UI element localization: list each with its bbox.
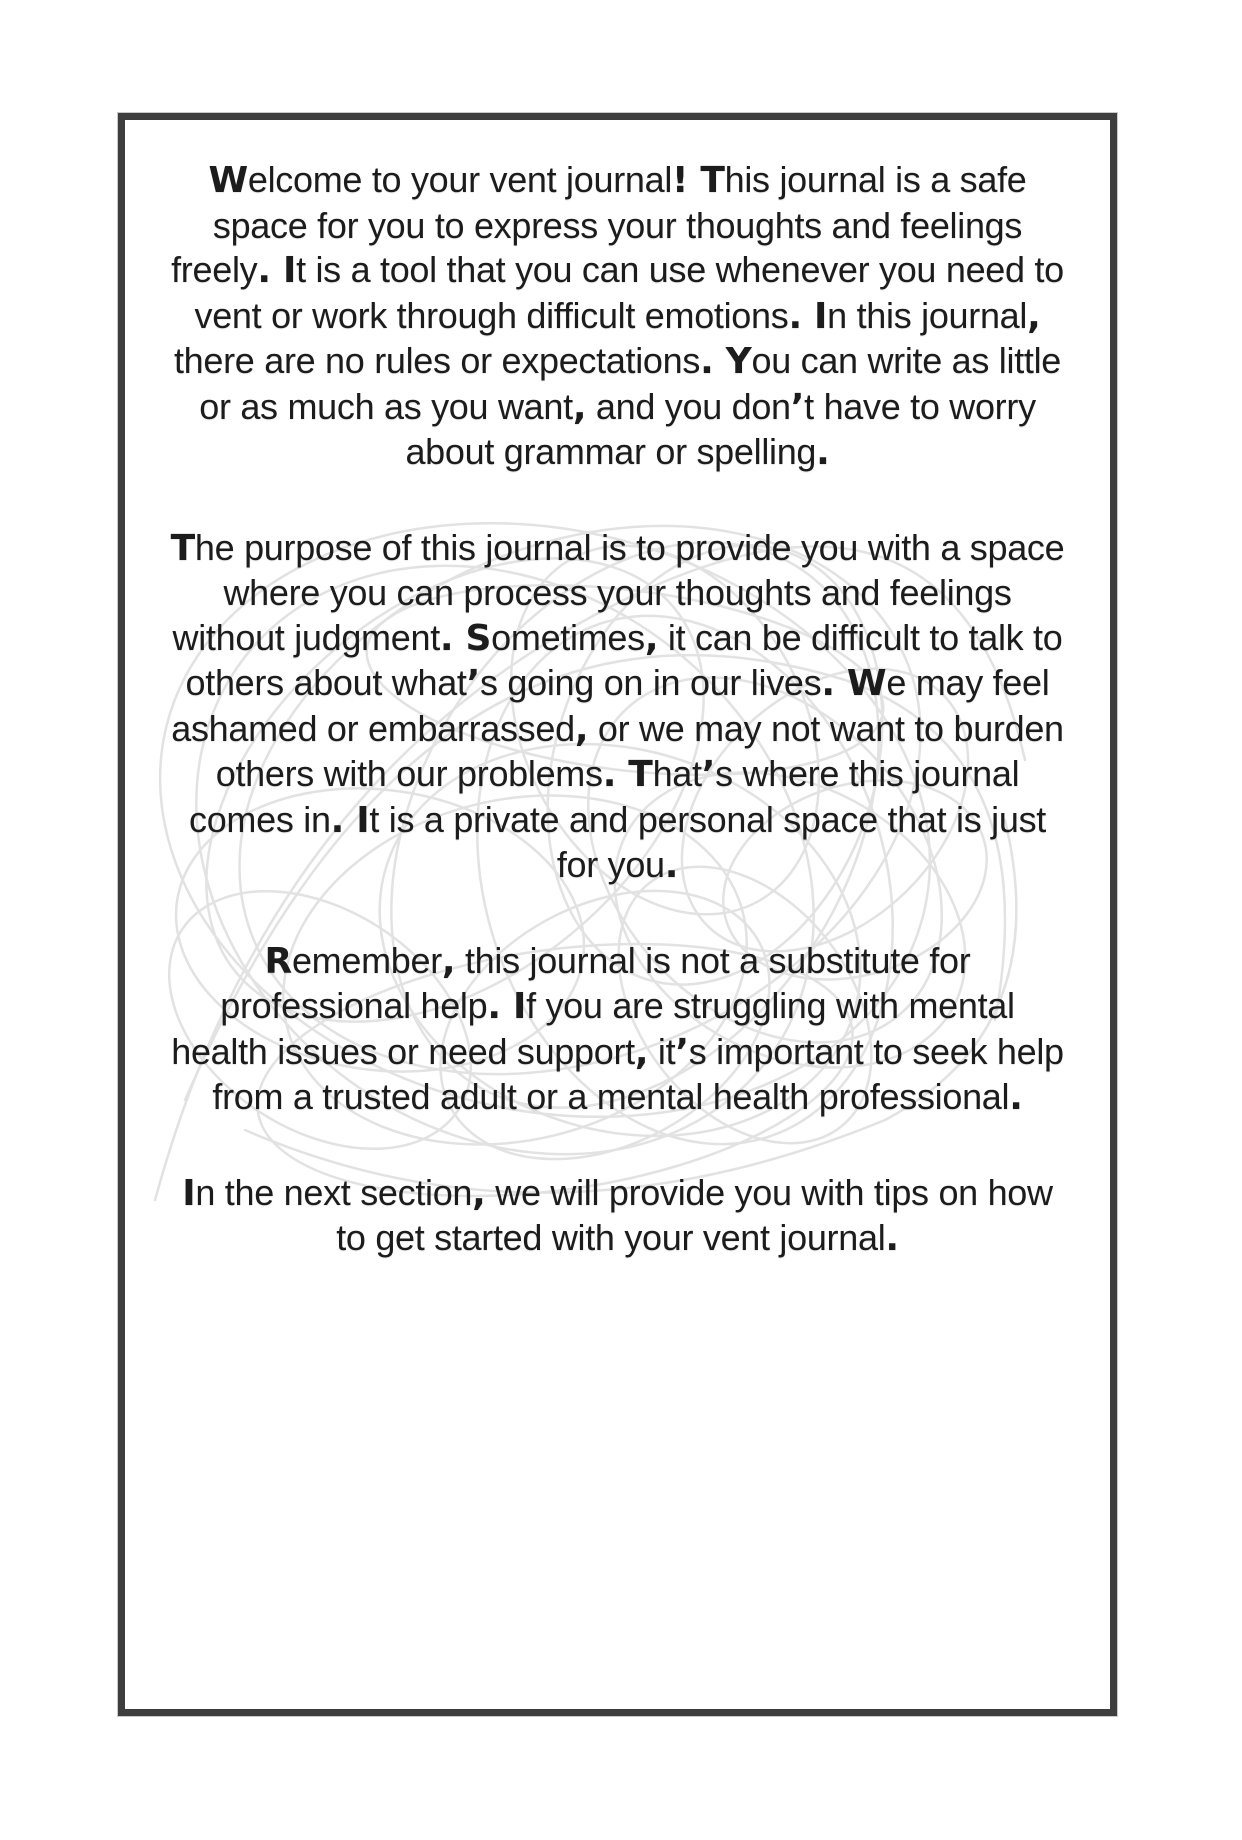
intro-text	[125, 120, 1110, 1262]
page-border-frame	[118, 113, 1117, 1716]
paragraph-disclaimer: Remember, this journal is not a substitute for professional help. If you are struggling with mental health issues or need support, it’s important to seek help from a trusted adult or a mental health professional.	[171, 939, 1064, 1118]
paragraph-next-section: In the next section, we will provide you with tips on how to get started with your vent journal.	[182, 1171, 1053, 1259]
paragraph-purpose: The purpose of this journal is to provide you with a space where you can process your thoughts and feelings without judgment. Sometimes, it can be difficult to talk to others about what’s going on in our lives. We may feel ashamed or embarrassed, or we may not want to burden others with our problems. That’s where this journal comes in. It is a private and personal space that is just for you.	[170, 526, 1065, 886]
paragraph-welcome: Welcome to your vent journal! This journal is a safe space for you to express your thoughts and feelings freely. It is a tool that you can use whenever you need to vent or work through difficult emotions. In this journal, there are no rules or expectations. You can write as little or as much as you want, and you don’t have to worry about grammar or spelling.	[171, 159, 1064, 473]
